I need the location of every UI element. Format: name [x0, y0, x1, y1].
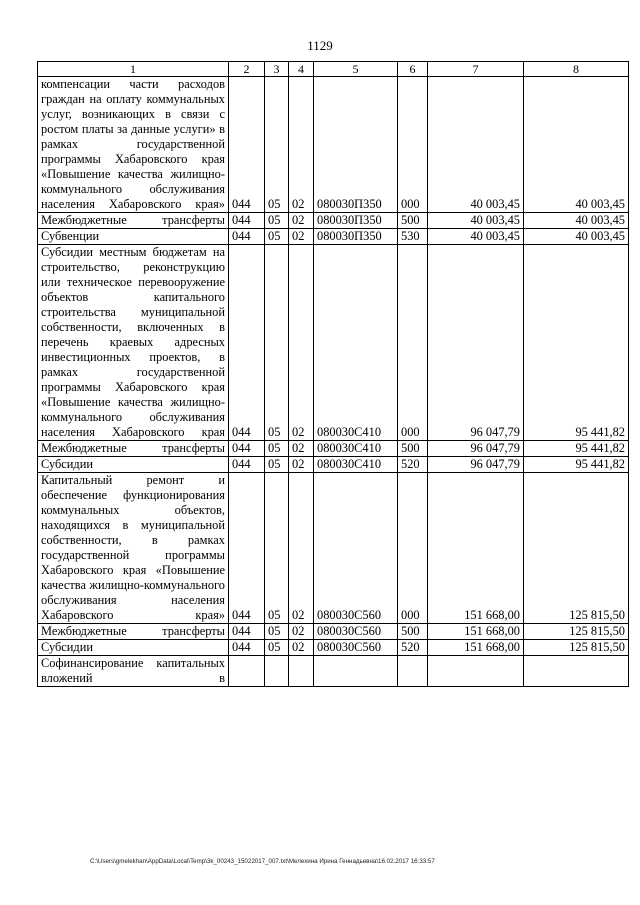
cell-subsection: 02 [289, 77, 314, 213]
cell-amount-2018: 125 815,50 [524, 640, 629, 656]
cell-ministry-code: 044 [229, 77, 265, 213]
cell-ministry-code: 044 [229, 441, 265, 457]
table-row [38, 640, 629, 656]
page-number: 1129 [307, 38, 333, 53]
table-row [38, 213, 629, 229]
cell-ministry-code: 044 [229, 213, 265, 229]
row-description: Межбюджетные трансферты [38, 213, 229, 229]
cell-expense-type: 000 [398, 77, 428, 213]
cell-amount-2018: 95 441,82 [524, 245, 629, 441]
cell-amount-2017 [428, 656, 524, 687]
cell-amount-2017: 151 668,00 [428, 473, 524, 624]
cell-ministry-code: 044 [229, 640, 265, 656]
cell-target-article: 080030С560 [314, 473, 398, 624]
row-description: Капитальный ремонт и обеспечение функционирования коммунальных объектов, находящихся в муниципальной собственности, в рамках государственной программы Хабаровского края «Повышение качества жилищно-коммунального обслуживания населения Хабаровского края» [38, 473, 229, 624]
cell-amount-2018: 40 003,45 [524, 77, 629, 213]
cell-target-article: 080030С410 [314, 457, 398, 473]
cell-ministry-code: 044 [229, 229, 265, 245]
cell-expense-type: 000 [398, 245, 428, 441]
cell-section: 05 [265, 457, 289, 473]
cell-section: 05 [265, 640, 289, 656]
row-description: Софинансирование капитальных вложений в [38, 656, 229, 687]
cell-amount-2018: 40 003,45 [524, 213, 629, 229]
table-row [38, 77, 629, 213]
cell-subsection: 02 [289, 473, 314, 624]
cell-expense-type: 500 [398, 441, 428, 457]
column-header: 1 [38, 62, 229, 77]
cell-section: 05 [265, 77, 289, 213]
cell-amount-2017: 151 668,00 [428, 640, 524, 656]
cell-section: 05 [265, 245, 289, 441]
table-row [38, 441, 629, 457]
cell-target-article: 080030С410 [314, 245, 398, 441]
column-header: 5 [314, 62, 398, 77]
table-row [38, 656, 629, 687]
cell-expense-type: 530 [398, 229, 428, 245]
cell-ministry-code: 044 [229, 624, 265, 640]
cell-section: 05 [265, 441, 289, 457]
cell-amount-2018: 125 815,50 [524, 624, 629, 640]
cell-expense-type [398, 656, 428, 687]
cell-amount-2018 [524, 656, 629, 687]
cell-expense-type: 500 [398, 213, 428, 229]
table-row [38, 457, 629, 473]
cell-target-article: 080030С410 [314, 441, 398, 457]
cell-target-article: 080030С560 [314, 624, 398, 640]
row-description: компенсации части расходов граждан на оплату коммунальных услуг, возникающих в связи с ростом платы за данные услуги» в рамках государственной программы Хабаровского края «Повышение качества жилищно-коммунального обслуживания населения Хабаровского края» [38, 77, 229, 213]
cell-amount-2017: 40 003,45 [428, 229, 524, 245]
cell-subsection: 02 [289, 457, 314, 473]
column-header: 7 [428, 62, 524, 77]
cell-amount-2017: 40 003,45 [428, 213, 524, 229]
cell-ministry-code: 044 [229, 457, 265, 473]
cell-expense-type: 000 [398, 473, 428, 624]
cell-amount-2017: 151 668,00 [428, 624, 524, 640]
cell-target-article [314, 656, 398, 687]
cell-ministry-code: 044 [229, 473, 265, 624]
cell-subsection: 02 [289, 441, 314, 457]
table-row [38, 473, 629, 624]
row-description: Межбюджетные трансферты [38, 441, 229, 457]
column-header: 2 [229, 62, 265, 77]
cell-amount-2017: 96 047,79 [428, 457, 524, 473]
cell-ministry-code [229, 656, 265, 687]
file-path-footer: C:\Users\gmelekhan\AppData\Local\Temp\3k_00243_15022017_007.txt\Мелехина Ирина Геннадьевна\16.02.2017 16:33:57 [90, 858, 435, 865]
cell-ministry-code: 044 [229, 245, 265, 441]
cell-section: 05 [265, 229, 289, 245]
column-header: 6 [398, 62, 428, 77]
cell-section: 05 [265, 624, 289, 640]
cell-target-article: 080030П350 [314, 229, 398, 245]
column-header: 8 [524, 62, 629, 77]
cell-section [265, 656, 289, 687]
budget-table [37, 61, 629, 687]
cell-target-article: 080030С560 [314, 640, 398, 656]
cell-subsection: 02 [289, 624, 314, 640]
cell-section: 05 [265, 213, 289, 229]
cell-subsection: 02 [289, 640, 314, 656]
cell-amount-2018: 95 441,82 [524, 441, 629, 457]
cell-subsection [289, 656, 314, 687]
cell-subsection: 02 [289, 245, 314, 441]
cell-amount-2018: 40 003,45 [524, 229, 629, 245]
cell-amount-2017: 96 047,79 [428, 245, 524, 441]
row-description: Субсидии местным бюджетам на строительство, реконструкцию или техническое перевооружение объектов капитального строительства муниципальной собственности, включенных в перечень краевых адресных инвестиционных проектов, в рамках государственной программы Хабаровского края «Повышение качества жилищно-коммунального обслуживания населения Хабаровского края [38, 245, 229, 441]
table-row [38, 229, 629, 245]
cell-amount-2018: 95 441,82 [524, 457, 629, 473]
cell-amount-2017: 40 003,45 [428, 77, 524, 213]
cell-section: 05 [265, 473, 289, 624]
cell-amount-2018: 125 815,50 [524, 473, 629, 624]
column-header: 4 [289, 62, 314, 77]
row-description: Межбюджетные трансферты [38, 624, 229, 640]
column-header-row [38, 62, 629, 77]
cell-target-article: 080030П350 [314, 213, 398, 229]
row-description: Субсидии [38, 457, 229, 473]
cell-subsection: 02 [289, 213, 314, 229]
column-header: 3 [265, 62, 289, 77]
cell-amount-2017: 96 047,79 [428, 441, 524, 457]
cell-target-article: 080030П350 [314, 77, 398, 213]
table-row [38, 624, 629, 640]
cell-expense-type: 520 [398, 640, 428, 656]
row-description: Субвенции [38, 229, 229, 245]
row-description: Субсидии [38, 640, 229, 656]
cell-expense-type: 520 [398, 457, 428, 473]
cell-subsection: 02 [289, 229, 314, 245]
cell-expense-type: 500 [398, 624, 428, 640]
table-row [38, 245, 629, 441]
